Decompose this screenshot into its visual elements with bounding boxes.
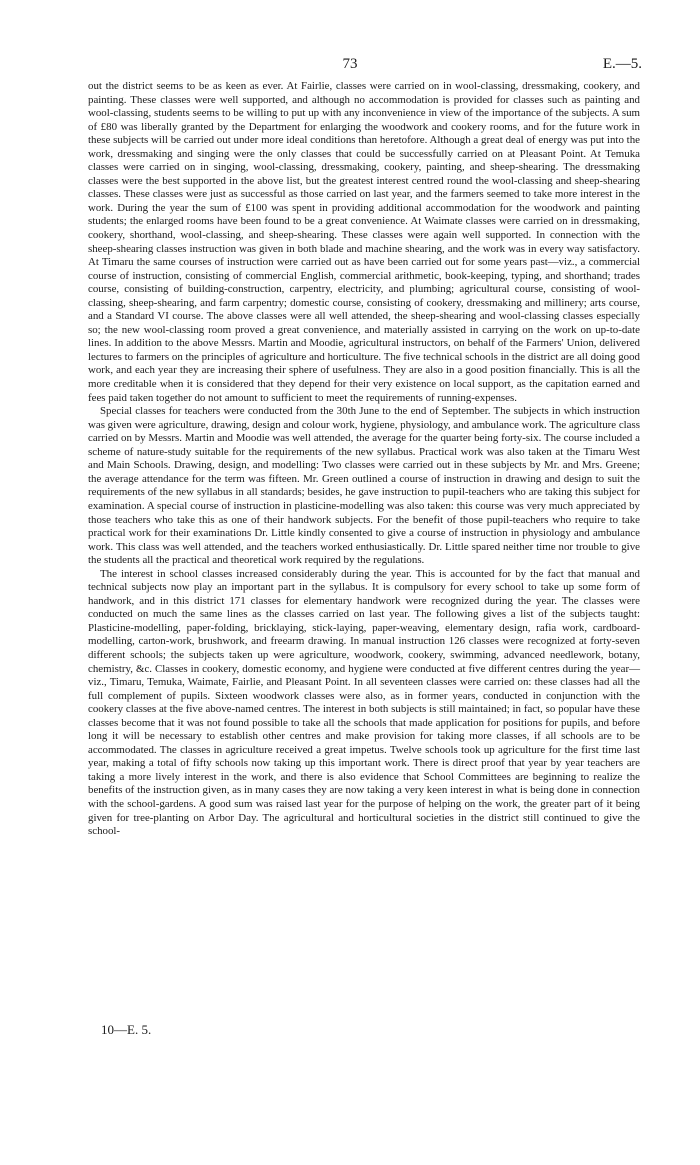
page-number: 73 [342, 56, 358, 72]
paragraph-district-classes: out the district seems to be as keen as ever. At Fairlie, classes were carried on in wool-classing, dressmaking, cookery, and painting. These classes were well supported, and although no accommodation is provided for classes such as painting and wool-classing, students seems to be willing to put up with any inconvenience in view of the importance of the subjects. A sum of £80 was liberally granted by the Department for enlarging the woodwork and cookery rooms, and for the future work in these subjects will be carried out under more ideal conditions than heretofore. Although a great deal of energy was put into the work, dressmaking and singing were the only classes that could be successfully carried on at Pleasant Point. At Temuka classes were carried on in singing, wool-classing, dressmaking, cookery, painting, and sheep-shearing. The dressmaking classes were the best supported in the above list, but the greatest interest centred round the wool-classing and sheep-shearing classes. These classes were just as successful as those carried on last year, and the farmers seemed to take more interest in the work. During the year the sum of £100 was spent in providing additional accommodation for the woodwork and painting students; the enlarged rooms have been found to be a great convenience. At Waimate classes were carried on in dressmaking, cookery, shorthand, wool-classing, and sheep-shearing. These classes were again well supported. In connection with the sheep-shearing classes instruction was given in both blade and machine shearing, and the work was in every way satisfactory. At Timaru the same courses of instruction were carried out as have been carried out for some years past—viz., a commercial course of instruction, consisting of commercial English, commercial arithmetic, book-keeping, typing, and shorthand; trades course, consisting of building-construction, carpentry, electricity, and plumbing; agricultural course, consisting of wool-classing, sheep-shearing, and farm carpentry; domestic course, consisting of cookery, dressmaking and millinery; arts course, and a Standard VI course. The above classes were all well attended, the sheep-shearing and wool-classing classes especially so; the new wool-classing room proved a great convenience, and materially assisted in carrying on the work on up-to-date lines. In addition to the above Messrs. Martin and Moodie, agricultural instructors, on behalf of the Farmers' Union, delivered lectures to farmers on the principles of agriculture and horticulture. The five technical schools in the district are all doing good work, and each year they are increasing their sphere of usefulness. They are also in a good position financially. This is all the more creditable when it is considered that they depend for their very existence on local support, as the capitation earned and fees paid taken together do not amount to sufficient to meet the requirements of running-expenses. [88, 80, 640, 404]
paragraph-teacher-classes: Special classes for teachers were conducted from the 30th June to the end of September. The subjects in which instruction was given were agriculture, drawing, design and colour work, hygiene, physiology, and ambulance work. The agriculture class carried on by Messrs. Martin and Moodie was well attended, the average for the quarter being forty-six. The course included a scheme of nature-study suitable for the requirements of the new syllabus. Practical work was also taken at the Timaru West and Main Schools. Drawing, design, and modelling: Two classes were carried out in these subjects by Mr. and Mrs. Greene; the average attendance for the term was fifteen. Mr. Green outlined a course of instruction in drawing and design to suit the requirements of the new syllabus in all standards; besides, he gave instruction to pupil-teachers who are taking this subject for examination. A special course of instruction in plasticine-modelling was also taken: this course was very much appreciated by those teachers who take this as one of their handwork subjects. For the benefit of those pupil-teachers who require to take practical work for their examinations Dr. Little kindly consented to give a course of instruction in physiology and ambulance work. This class was well attended, and the teachers worked enthusiastically. Dr. Little spared neither time nor trouble to give the students all the practical and theoretical work required by the regulations. [88, 405, 640, 567]
signature-reference: 10—E. 5. [101, 1022, 152, 1037]
paragraph-school-classes: The interest in school classes increased considerably during the year. This is accounted for by the fact that manual and technical subjects now play an important part in the syllabus. It is compulsory for every school to take up some form of handwork, and in this district 171 classes for elementary handwork were recognized during the year. The classes were conducted on much the same lines as the classes carried on last year. The following gives a list of the subjects taught: Plasticine-modelling, paper-folding, bricklaying, stick-laying, paper-weaving, elementary design, rafia work, cardboard-modelling, carton-work, brushwork, and freearm drawing. In manual instruction 126 classes were recognized at forty-seven different schools; the subjects taken up were agriculture, woodwork, cookery, swimming, advanced needlework, botany, chemistry, &c. Classes in cookery, domestic economy, and hygiene were conducted at five different centres during the year—viz., Timaru, Temuka, Waimate, Fairlie, and Pleasant Point. In all seventeen classes were carried on: these classes had all the full complement of pupils. Sixteen woodwork classes were also, as in former years, conducted in conjunction with the cookery classes at the five above-named centres. The interest in both subjects is still maintained; in fact, so popular have these classes become that it was not found possible to take all the schools that made application for positions for pupils, and before long it will be necessary to establish other centres and make provision for taking more classes, if all schools are to be accommodated. The classes in agriculture received a great impetus. Twelve schools took up agriculture for the first time last year, making a total of fifty schools now taking up this important work. There is direct proof that year by year teachers are taking a more lively interest in the work, and there is also evidence that School Committees are beginning to realize the benefits of the instruction given, as in many cases they are now taking a very keen interest in what is being done in connection with the school-gardens. A good sum was raised last year for the purpose of helping on the work, the greater part of it being given for tree-planting on Arbor Day. The agricultural and horticultural societies in the district still continued to give the school- [88, 567, 640, 838]
document-reference: E.—5. [602, 56, 642, 72]
body-text [88, 80, 640, 839]
